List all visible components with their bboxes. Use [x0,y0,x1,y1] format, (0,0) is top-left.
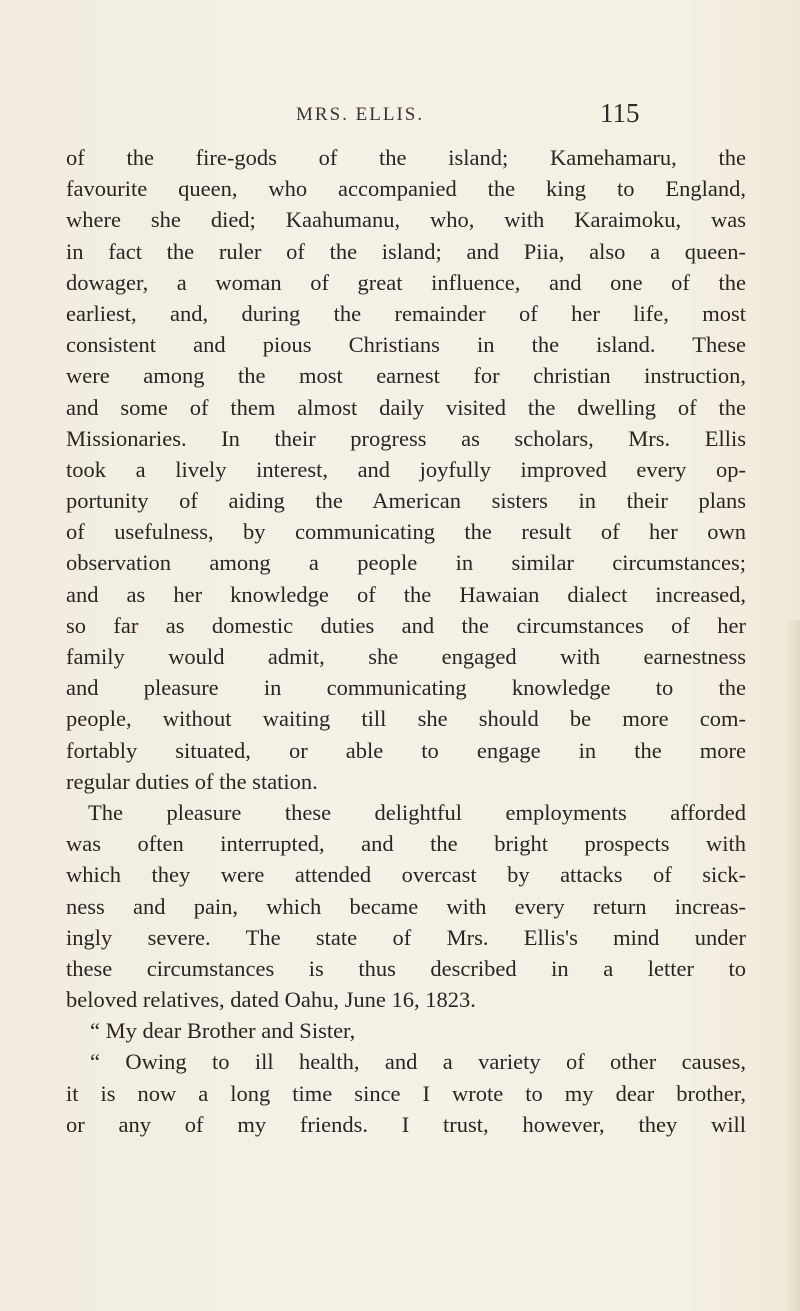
text-line: consistent and pious Christians in the island. These [66,332,746,358]
running-title: MRS. ELLIS. [296,104,425,125]
text-line: family would admit, she engaged with earnestness [66,644,746,669]
page-edge-shadow [784,620,800,1311]
text-line: in fact the ruler of the island; and Piia, also a queen- [66,238,746,264]
body-text [66,142,746,1140]
text-line: and some of them almost daily visited the dwelling of the [66,394,746,420]
text-line: of usefulness, by communicating the result of her own [66,519,746,545]
text-line: was often interrupted, and the bright prospects with [66,831,746,857]
letter-salutation: “ My dear Brother and Sister, [90,1018,356,1044]
text-line: of the fire-gods of the island; Kamehamaru, the [66,145,746,170]
text-line: were among the most earnest for christian instruction, [66,363,746,389]
text-line: where she died; Kaahumanu, who, with Karaimoku, was [66,207,746,233]
text-line: or any of my friends. I trust, however, they will [66,1111,746,1137]
running-head [0,98,800,132]
text-line: and pleasure in communicating knowledge to the [66,675,746,701]
text-line: people, without waiting till she should be more com- [66,706,746,732]
text-line: which they were attended overcast by attacks of sick- [66,862,746,888]
text-line: earliest, and, during the remainder of her life, most [66,300,746,326]
text-line: Missionaries. In their progress as scholars, Mrs. Ellis [66,425,746,451]
page-number: 115 [600,98,640,128]
text-line: fortably situated, or able to engage in the more [66,737,746,763]
text-line: favourite queen, who accompanied the king to England, [66,176,746,202]
text-line: ness and pain, which became with every return increas- [66,893,746,919]
text-line: took a lively interest, and joyfully improved every op- [66,456,746,482]
text-line: and as her knowledge of the Hawaian dialect increased, [66,581,746,607]
text-line: it is now a long time since I wrote to my dear brother, [66,1080,746,1106]
text-line: beloved relatives, dated Oahu, June 16, 1823. [66,987,476,1013]
text-line: ingly severe. The state of Mrs. Ellis's mind under [66,924,746,950]
text-line: The pleasure these delightful employments afforded [88,799,746,825]
text-line: portunity of aiding the American sisters in their plans [66,488,746,514]
text-line: “ Owing to ill health, and a variety of other causes, [90,1049,746,1075]
text-line: regular duties of the station. [66,768,318,794]
text-line: observation among a people in similar circumstances; [66,550,746,576]
text-line: so far as domestic duties and the circumstances of her [66,612,746,638]
text-line: dowager, a woman of great influence, and one of the [66,269,746,295]
text-line: these circumstances is thus described in a letter to [66,955,746,981]
